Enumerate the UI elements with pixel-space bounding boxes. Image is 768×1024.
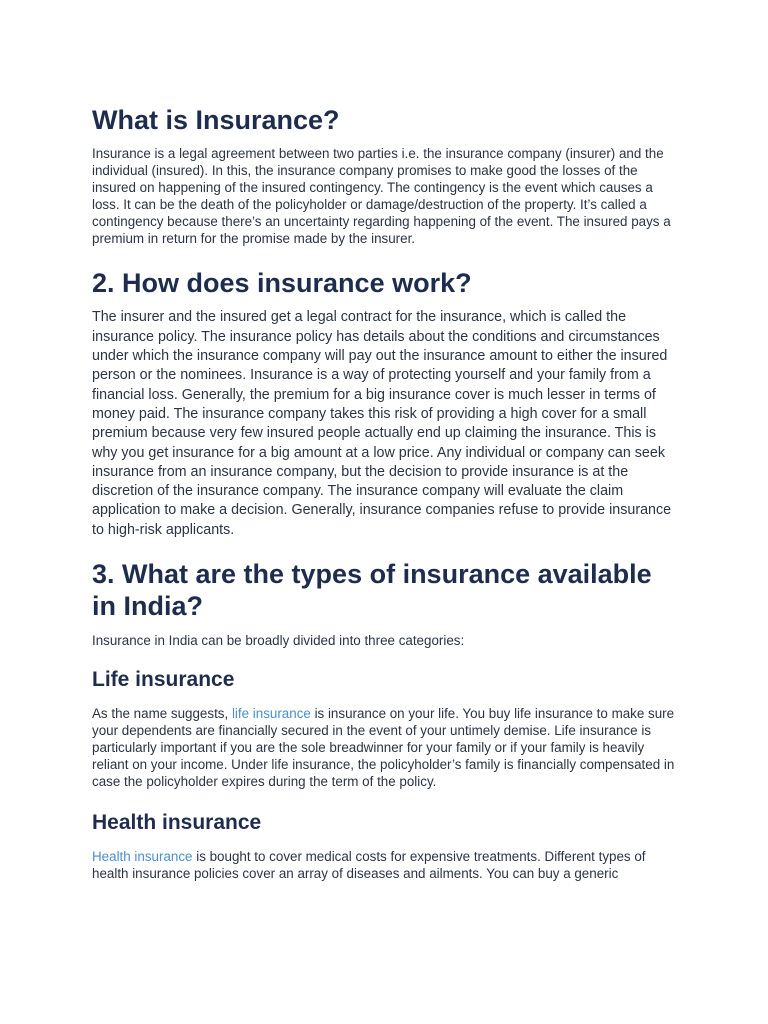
heading-health-insurance: Health insurance <box>92 811 262 835</box>
heading-life-insurance: Life insurance <box>92 667 235 691</box>
heading-types-of-insurance: 3. What are the types of insurance available in India? <box>92 559 652 621</box>
article-content <box>92 104 682 883</box>
heading-what-is-insurance: What is Insurance? <box>92 105 340 135</box>
paragraph-types-intro: Insurance in India can be broadly divided into three categories: <box>92 633 465 648</box>
paragraph-how-insurance-works: The insurer and the insured get a legal contract for the insurance, which is called the insurance policy. The insurance policy has details about the conditions and circumstances under which the insurance company will pay out the insurance amount to either the insured person or the nominees. Insurance is a way of protecting yourself and your family from a financial loss. Generally, the premium for a big insurance cover is much lesser in terms of money paid. The insurance company takes this risk of providing a high cover for a small premium because very few insured people actually end up claiming the insurance. This is why you get insurance for a big amount at a low price. Any individual or company can seek insurance from an insurance company, but the decision to provide insurance is at the discretion of the insurance company. The insurance company will evaluate the claim application to make a decision. Generally, insurance companies refuse to provide insurance to high-risk applicants. <box>92 309 672 538</box>
life-text-before: As the name suggests, <box>92 705 232 721</box>
paragraph-life-insurance <box>92 706 682 791</box>
life-text-after: is insurance on your life. You buy life insurance to make sure your dependents are financially secured in the event of your untimely demise. Life insurance is particularly important if you are the sole breadwinner for your family or if your family is heavily reliant on your income. Under life insurance, the policyholder’s family is financially compensated in case the policyholder expires during the term of the policy. <box>92 705 675 789</box>
health-text-after: is bought to cover medical costs for expensive treatments. Different types of health insurance policies cover an array of diseases and ailments. You can buy a generic <box>92 849 646 882</box>
life-insurance-link[interactable]: life insurance <box>231 705 311 721</box>
heading-how-insurance-works: 2. How does insurance work? <box>92 268 472 299</box>
paragraph-what-is-insurance: Insurance is a legal agreement between two parties i.e. the insurance company (insurer) and the individual (insured). In this, the insurance company promises to make good the losses of the insured on happening of the insured contingency. The contingency is the event which causes a loss. It can be the death of the policyholder or damage/destruction of the property. It’s called a contingency because there’s an uncertainty regarding happening of the event. The insured pays a premium in return for the promise made by the insurer. <box>92 146 671 246</box>
health-insurance-link[interactable]: Health insurance <box>92 849 193 865</box>
paragraph-health-insurance <box>92 849 682 883</box>
